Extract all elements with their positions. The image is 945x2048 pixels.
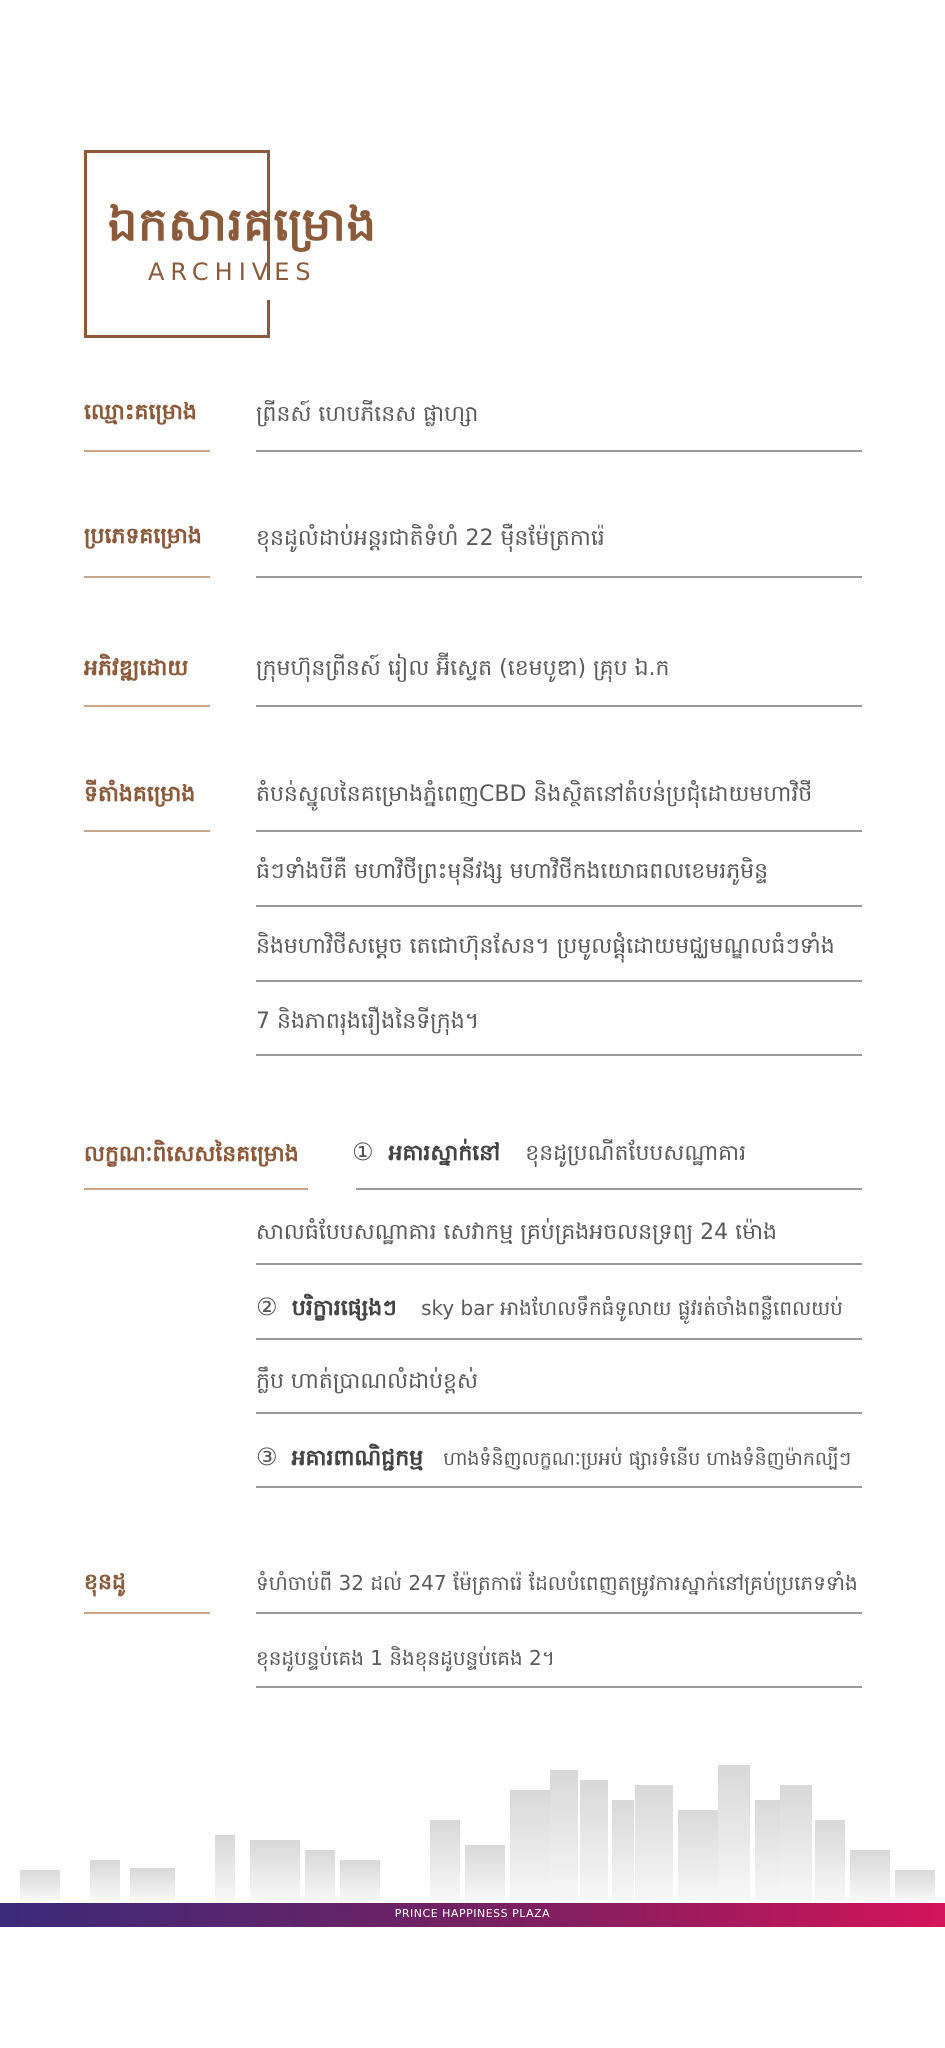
project-name-value: ព្រីនស៍ ហេបភីនេស ផ្លាហ្សា: [256, 402, 479, 427]
feature-title: បរិក្ខារផ្សេងៗ: [291, 1296, 397, 1321]
footer-brand: PRINCE HAPPINESS PLAZA: [394, 1907, 551, 1920]
location-line: តំបន់ស្នូលនៃគម្រោងភ្នំពេញCBD និងស្ថិតនៅតំបន់ប្រជុំដោយមហាវិថី: [256, 782, 813, 807]
value-underline: [256, 1686, 862, 1688]
feature-text: sky bar អាងហែលទឹកធំទូលាយ ផ្លូវរត់ចាំងពន្លឺពេលយប់: [421, 1296, 843, 1320]
condo-line: ទំហំចាប់ពី 32 ដល់ 247 ម៉ែត្រការ៉េ ដែលបំពេញតម្រូវការស្នាក់នៅគ្រប់ប្រភេទទាំង: [256, 1571, 858, 1595]
condo-label: ខុនដូ: [84, 1570, 126, 1595]
feature-item: ក្លឹប ហាត់ប្រាណលំដាប់ខ្ពស់: [256, 1369, 478, 1394]
feature-number: ①: [352, 1138, 374, 1166]
label-underline: [84, 450, 210, 452]
project-type-value: ខុនដូលំដាប់អន្តរជាតិទំហំ 22 ម៉ឺនម៉ែត្រការ៉េ: [256, 526, 605, 551]
location-line: ធំៗទាំងបីគឺ មហាវិថីព្រះមុនីវង្ស មហាវិថីកងយោធពលខេមរភូមិន្ទ: [256, 859, 769, 884]
page-title: ឯកសារគម្រោង: [108, 197, 377, 251]
location-line: និងមហាវិថីសម្ដេច តេជោហ៊ុនសែន។ ប្រមូលផ្ដុំដោយមជ្ឈមណ្ឌលធំៗទាំង: [256, 934, 835, 959]
feature-title: អគារស្នាក់នៅ: [388, 1141, 501, 1166]
value-underline: [256, 705, 862, 707]
logo-frame-right-lower: [267, 300, 270, 338]
value-underline: [256, 1412, 862, 1414]
label-underline: [84, 1188, 308, 1190]
feature-text: ខុនដូប្រណីតបែបសណ្ឋាគារ: [525, 1141, 747, 1166]
location-line: 7 និងភាពរុងរឿងនៃទីក្រុង។: [256, 1009, 480, 1034]
value-underline: [256, 905, 862, 907]
location-label: ទីតាំងគម្រោង: [84, 782, 196, 807]
developer-label: អភិវឌ្ឍដោយ: [84, 656, 189, 681]
feature-title: អគារពាណិជ្ជកម្ម: [291, 1446, 424, 1471]
feature-item: [256, 1443, 851, 1476]
feature-item: [352, 1138, 746, 1171]
feature-number: ③: [256, 1443, 278, 1471]
developer-value: ក្រុមហ៊ុនព្រីនស៍ រៀល អ៊ីស្ទេត (ខេមបូឌា) គ្រុប ឯ.ក: [256, 656, 670, 681]
label-underline: [84, 1612, 210, 1614]
label-underline: [84, 830, 210, 832]
value-underline: [256, 980, 862, 982]
feature-item: [256, 1293, 843, 1326]
city-skyline-illustration: [0, 1740, 945, 1900]
project-type-label: ប្រភេទគម្រោង: [84, 524, 202, 549]
features-label: លក្ខណៈពិសេសនៃគម្រោង: [84, 1142, 299, 1167]
value-underline: [256, 1486, 862, 1488]
logo-frame-bottom: [84, 335, 270, 338]
value-underline: [256, 830, 862, 832]
feature-text: ហាងទំនិញលក្ខណៈប្រអប់ ផ្សារទំនើប ហាងទំនិញម៉ាកល្បីៗ: [443, 1448, 852, 1470]
project-name-label: ឈ្មោះគម្រោង: [84, 400, 197, 425]
label-underline: [84, 705, 210, 707]
label-underline: [84, 576, 210, 578]
feature-item: សាលធំបែបសណ្ឋាគារ សេវាកម្ម គ្រប់គ្រងអចលនទ្រព្យ 24 ម៉ោង: [256, 1220, 777, 1245]
value-underline: [256, 1612, 862, 1614]
value-underline: [256, 1338, 862, 1340]
value-underline: [256, 450, 862, 452]
feature-number: ②: [256, 1293, 278, 1321]
condo-line: ខុនដូបន្ទប់គេង 1 និងខុនដូបន្ទប់គេង 2។: [256, 1646, 555, 1670]
value-underline: [356, 1188, 862, 1190]
value-underline: [256, 1054, 862, 1056]
value-underline: [256, 576, 862, 578]
page-subtitle: ARCHIVES: [148, 258, 317, 286]
value-underline: [256, 1263, 862, 1265]
